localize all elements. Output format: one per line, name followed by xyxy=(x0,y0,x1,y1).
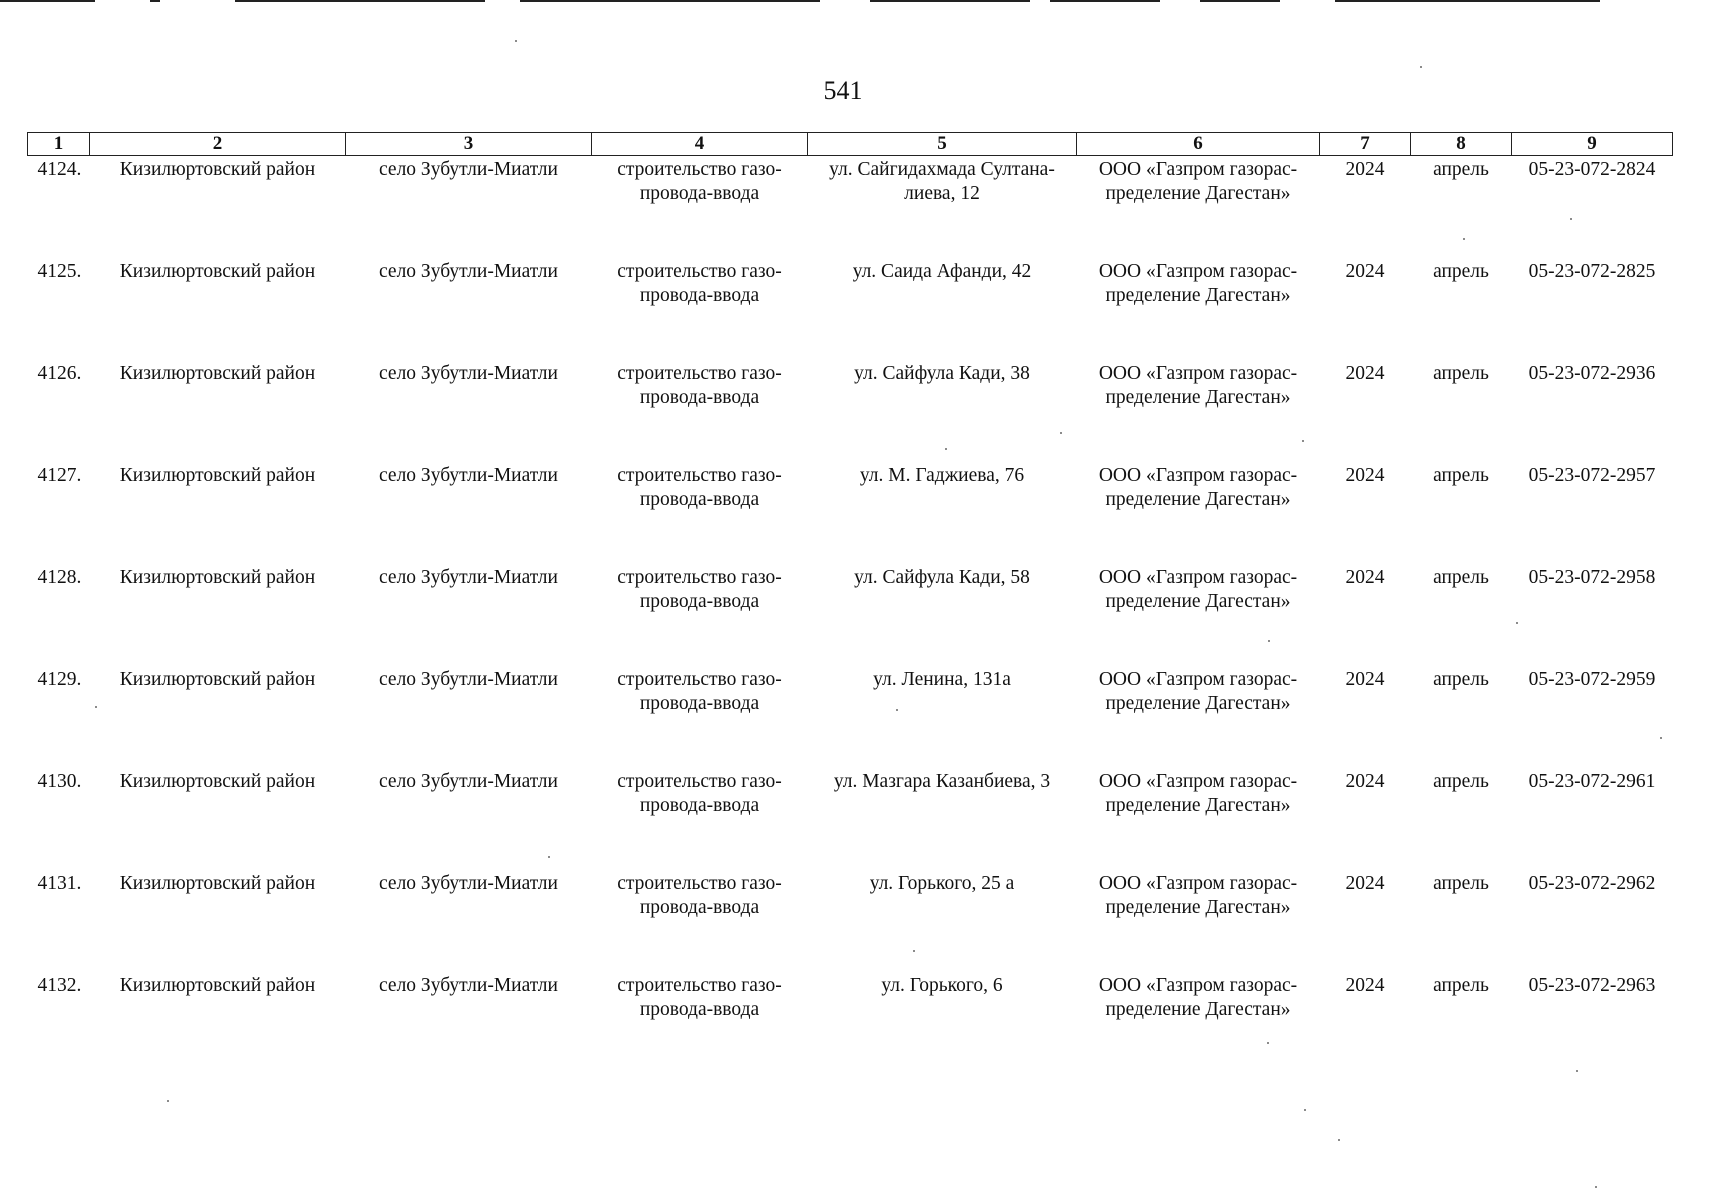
organization-cell-line: ООО «Газпром газорас- xyxy=(1098,975,1298,996)
organization-cell xyxy=(1077,666,1320,768)
column-header: 1 xyxy=(28,133,90,156)
district-cell: Кизилюртовский район xyxy=(119,567,316,588)
code-cell: 05-23-072-2963 xyxy=(1528,975,1656,996)
address-cell-line: ул. Горького, 25 а xyxy=(869,873,1015,894)
address-cell-line: ул. Горького, 6 xyxy=(881,975,1003,996)
address-cell-line: ул. Сайфула Кади, 58 xyxy=(854,567,1030,588)
settlement-cell: село Зубутли-Миатли xyxy=(379,159,558,180)
organization-cell-line: ООО «Газпром газорас- xyxy=(1098,771,1298,792)
column-header: 3 xyxy=(346,133,592,156)
organization-cell xyxy=(1077,972,1320,1074)
table-row xyxy=(28,666,1673,768)
address-cell-line: ул. Саида Афанди, 42 xyxy=(852,261,1032,282)
work-type-cell-line: строительство газо- xyxy=(617,261,782,282)
work-type-cell xyxy=(592,462,808,564)
organization-cell-line: пределение Дагестан» xyxy=(1105,387,1291,408)
address-cell-line: ул. Сайгидахмада Султана- xyxy=(829,159,1055,180)
work-type-cell-line: провода-ввода xyxy=(639,897,760,918)
organization-cell-line: ООО «Газпром газорас- xyxy=(1098,261,1298,282)
organization-cell xyxy=(1077,360,1320,462)
organization-cell-line: ООО «Газпром газорас- xyxy=(1098,465,1298,486)
organization-cell-line: ООО «Газпром газорас- xyxy=(1098,363,1298,384)
year-cell: 2024 xyxy=(1345,669,1385,690)
register-table xyxy=(27,132,1673,1074)
district-cell: Кизилюртовский район xyxy=(119,159,316,180)
work-type-cell-line: провода-ввода xyxy=(639,693,760,714)
address-cell xyxy=(808,462,1077,564)
row-number: 4127. xyxy=(37,465,82,486)
work-type-cell xyxy=(592,870,808,972)
year-cell: 2024 xyxy=(1345,873,1385,894)
column-header: 5 xyxy=(808,133,1077,156)
work-type-cell-line: строительство газо- xyxy=(617,465,782,486)
district-cell: Кизилюртовский район xyxy=(119,363,316,384)
organization-cell xyxy=(1077,870,1320,972)
district-cell: Кизилюртовский район xyxy=(119,669,316,690)
work-type-cell-line: строительство газо- xyxy=(617,567,782,588)
organization-cell xyxy=(1077,156,1320,259)
year-cell: 2024 xyxy=(1345,567,1385,588)
address-cell xyxy=(808,768,1077,870)
month-cell: апрель xyxy=(1433,771,1489,792)
address-cell xyxy=(808,564,1077,666)
organization-cell-line: ООО «Газпром газорас- xyxy=(1098,669,1298,690)
month-cell: апрель xyxy=(1433,669,1489,690)
year-cell: 2024 xyxy=(1345,363,1385,384)
table-row xyxy=(28,462,1673,564)
column-header: 9 xyxy=(1512,133,1673,156)
work-type-cell-line: провода-ввода xyxy=(639,999,760,1020)
month-cell: апрель xyxy=(1433,975,1489,996)
table-row xyxy=(28,870,1673,972)
row-number: 4128. xyxy=(37,567,82,588)
work-type-cell-line: провода-ввода xyxy=(639,183,760,204)
settlement-cell: село Зубутли-Миатли xyxy=(379,873,558,894)
address-cell xyxy=(808,870,1077,972)
month-cell: апрель xyxy=(1433,873,1489,894)
address-cell-line: ул. М. Гаджиева, 76 xyxy=(859,465,1025,486)
table-row xyxy=(28,360,1673,462)
code-cell: 05-23-072-2936 xyxy=(1528,363,1656,384)
organization-cell-line: пределение Дагестан» xyxy=(1105,591,1291,612)
work-type-cell xyxy=(592,666,808,768)
organization-cell-line: пределение Дагестан» xyxy=(1105,897,1291,918)
year-cell: 2024 xyxy=(1345,771,1385,792)
organization-cell-line: пределение Дагестан» xyxy=(1105,999,1291,1020)
settlement-cell: село Зубутли-Миатли xyxy=(379,567,558,588)
settlement-cell: село Зубутли-Миатли xyxy=(379,669,558,690)
month-cell: апрель xyxy=(1433,261,1489,282)
code-cell: 05-23-072-2961 xyxy=(1528,771,1656,792)
row-number: 4124. xyxy=(37,159,82,180)
address-cell xyxy=(808,156,1077,259)
address-cell xyxy=(808,258,1077,360)
organization-cell xyxy=(1077,564,1320,666)
row-number: 4130. xyxy=(37,771,82,792)
table-row xyxy=(28,156,1673,259)
work-type-cell-line: строительство газо- xyxy=(617,363,782,384)
organization-cell-line: ООО «Газпром газорас- xyxy=(1098,873,1298,894)
organization-cell xyxy=(1077,258,1320,360)
table-row xyxy=(28,564,1673,666)
settlement-cell: село Зубутли-Миатли xyxy=(379,363,558,384)
organization-cell-line: пределение Дагестан» xyxy=(1105,183,1291,204)
address-cell-line: ул. Ленина, 131а xyxy=(873,669,1011,690)
work-type-cell-line: провода-ввода xyxy=(639,591,760,612)
row-number: 4126. xyxy=(37,363,82,384)
work-type-cell-line: провода-ввода xyxy=(639,285,760,306)
column-header: 7 xyxy=(1320,133,1411,156)
district-cell: Кизилюртовский район xyxy=(119,261,316,282)
column-header: 2 xyxy=(90,133,346,156)
address-cell-line: ул. Мазгара Казанбиева, 3 xyxy=(833,771,1051,792)
work-type-cell xyxy=(592,972,808,1074)
work-type-cell-line: строительство газо- xyxy=(617,159,782,180)
district-cell: Кизилюртовский район xyxy=(119,465,316,486)
address-cell xyxy=(808,666,1077,768)
table-row xyxy=(28,258,1673,360)
table-row xyxy=(28,972,1673,1074)
work-type-cell-line: провода-ввода xyxy=(639,795,760,816)
work-type-cell-line: строительство газо- xyxy=(617,669,782,690)
work-type-cell xyxy=(592,360,808,462)
organization-cell xyxy=(1077,462,1320,564)
work-type-cell-line: строительство газо- xyxy=(617,873,782,894)
address-cell xyxy=(808,972,1077,1074)
organization-cell-line: пределение Дагестан» xyxy=(1105,795,1291,816)
organization-cell-line: пределение Дагестан» xyxy=(1105,489,1291,510)
address-cell xyxy=(808,360,1077,462)
address-cell-line: лиева, 12 xyxy=(904,183,980,204)
table-body xyxy=(28,156,1673,1075)
settlement-cell: село Зубутли-Миатли xyxy=(379,465,558,486)
header-row xyxy=(28,133,1673,156)
year-cell: 2024 xyxy=(1345,159,1385,180)
code-cell: 05-23-072-2825 xyxy=(1528,261,1656,282)
row-number: 4132. xyxy=(37,975,82,996)
row-number: 4125. xyxy=(37,261,82,282)
row-number: 4131. xyxy=(37,873,82,894)
address-cell-line: ул. Сайфула Кади, 38 xyxy=(854,363,1030,384)
organization-cell-line: пределение Дагестан» xyxy=(1105,285,1291,306)
month-cell: апрель xyxy=(1433,363,1489,384)
settlement-cell: село Зубутли-Миатли xyxy=(379,261,558,282)
year-cell: 2024 xyxy=(1345,261,1385,282)
code-cell: 05-23-072-2962 xyxy=(1528,873,1656,894)
code-cell: 05-23-072-2824 xyxy=(1528,159,1656,180)
code-cell: 05-23-072-2957 xyxy=(1528,465,1656,486)
month-cell: апрель xyxy=(1433,465,1489,486)
work-type-cell-line: провода-ввода xyxy=(639,387,760,408)
month-cell: апрель xyxy=(1433,567,1489,588)
work-type-cell xyxy=(592,258,808,360)
page-number: 541 xyxy=(823,76,863,105)
work-type-cell xyxy=(592,564,808,666)
organization-cell-line: ООО «Газпром газорас- xyxy=(1098,567,1298,588)
table-header xyxy=(28,133,1673,156)
district-cell: Кизилюртовский район xyxy=(119,873,316,894)
district-cell: Кизилюртовский район xyxy=(119,771,316,792)
column-header: 8 xyxy=(1411,133,1512,156)
column-header: 4 xyxy=(592,133,808,156)
organization-cell-line: пределение Дагестан» xyxy=(1105,693,1291,714)
district-cell: Кизилюртовский район xyxy=(119,975,316,996)
month-cell: апрель xyxy=(1433,159,1489,180)
work-type-cell xyxy=(592,768,808,870)
column-header: 6 xyxy=(1077,133,1320,156)
settlement-cell: село Зубутли-Миатли xyxy=(379,975,558,996)
code-cell: 05-23-072-2959 xyxy=(1528,669,1656,690)
code-cell: 05-23-072-2958 xyxy=(1528,567,1656,588)
organization-cell-line: ООО «Газпром газорас- xyxy=(1098,159,1298,180)
work-type-cell-line: строительство газо- xyxy=(617,771,782,792)
work-type-cell xyxy=(592,156,808,259)
row-number: 4129. xyxy=(37,669,82,690)
year-cell: 2024 xyxy=(1345,975,1385,996)
organization-cell xyxy=(1077,768,1320,870)
table-row xyxy=(28,768,1673,870)
work-type-cell-line: строительство газо- xyxy=(617,975,782,996)
settlement-cell: село Зубутли-Миатли xyxy=(379,771,558,792)
work-type-cell-line: провода-ввода xyxy=(639,489,760,510)
year-cell: 2024 xyxy=(1345,465,1385,486)
